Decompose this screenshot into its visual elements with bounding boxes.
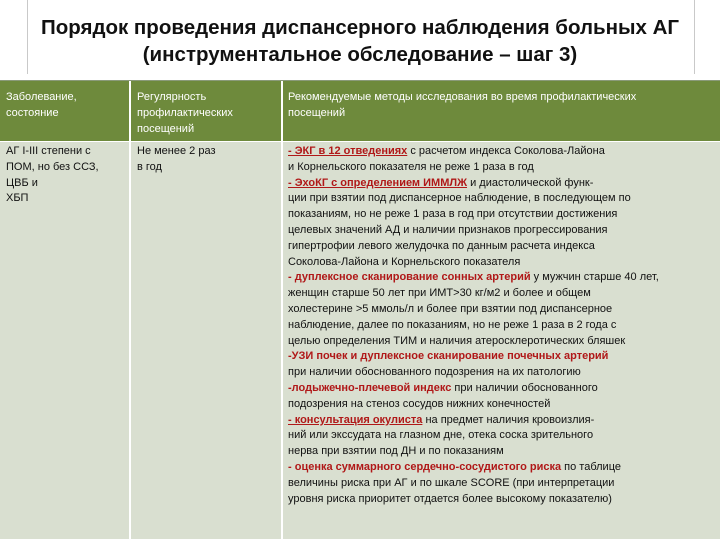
condition-line: АГ I-III степени с: [6, 145, 91, 157]
method-line: [288, 223, 718, 239]
method-line: [288, 492, 718, 508]
method-line: [288, 381, 718, 397]
method-line: [288, 444, 718, 460]
exam-table: [0, 80, 720, 539]
title-line-1: Порядок проведения диспансерного наблюдения больных АГ: [40, 16, 680, 39]
method-text: холестерине >5 ммоль/л и более при взятии под диспансерное: [288, 302, 613, 315]
method-text: с расчетом индекса Соколова-Лайона: [407, 145, 605, 157]
header-condition: [6, 90, 124, 122]
table-header-row: [0, 81, 720, 141]
method-line: [288, 270, 718, 286]
header-condition-line: состояние: [6, 106, 59, 119]
method-text: по таблице: [561, 460, 621, 473]
method-line: [288, 191, 718, 207]
regularity-line: Не менее 2 раз: [137, 145, 216, 157]
header-regularity: [137, 90, 277, 137]
method-line: [288, 397, 718, 413]
condition-line: ХБП: [6, 192, 29, 205]
table-row: [0, 142, 720, 539]
method-text: и Корнельского показателя не реже 1 раза в год: [288, 160, 534, 173]
header-methods: [288, 90, 716, 122]
method-text: на предмет наличия кровоизлия-: [422, 413, 595, 426]
method-line: [288, 460, 718, 476]
header-regularity-line: профилактических: [137, 106, 233, 119]
method-text: Соколова-Лайона и Корнельского показателя: [288, 255, 521, 268]
method-text: наблюдение, далее по показаниям, но не реже 1 раза в 2 года с: [288, 318, 617, 331]
column-divider: [281, 81, 283, 141]
cell-methods: [288, 144, 718, 507]
method-highlight: - оценка суммарного сердечно-сосудистого риска: [288, 460, 562, 473]
method-line: [288, 239, 718, 255]
method-highlight: - ЭКГ в 12 отведениях: [288, 145, 408, 157]
method-highlight: - ЭхоКГ с определением ИММЛЖ: [288, 176, 468, 189]
method-line: [288, 286, 718, 302]
cell-regularity: [137, 144, 277, 176]
cell-condition: [6, 144, 124, 207]
method-line: [288, 255, 718, 271]
header-methods-line: посещений: [288, 106, 346, 119]
column-divider: [129, 142, 131, 539]
header-regularity-line: Регулярность: [137, 91, 207, 103]
method-line: [288, 176, 718, 192]
method-highlight: -УЗИ почек и дуплексное сканирование почечных артерий: [288, 350, 609, 363]
method-highlight: - дуплексное сканирование сонных артерий: [288, 271, 531, 284]
method-line: [288, 302, 718, 318]
method-text: уровня риска приоритет отдается более высокому показателю): [288, 492, 612, 505]
method-highlight: -лодыжечно-плечевой индекс: [288, 381, 452, 394]
method-line: [288, 428, 718, 444]
method-text: при наличии обоснованного подозрения на их патологию: [288, 366, 581, 379]
method-line: [288, 349, 718, 365]
method-line: [288, 160, 718, 176]
method-text: у мужчин старше 40 лет,: [530, 271, 659, 284]
condition-line: ЦВБ и: [6, 176, 38, 189]
header-condition-line: Заболевание,: [6, 91, 77, 103]
method-text: показаниям, но не реже 1 раза в год при отсутствии достижения: [288, 208, 618, 221]
page-title: [0, 14, 720, 68]
method-line: [288, 413, 718, 429]
method-highlight: - консультация окулиста: [288, 413, 423, 426]
method-line: [288, 207, 718, 223]
method-line: [288, 334, 718, 350]
method-text: женщин старше 50 лет при ИМТ>30 кг/м2 и более и общем: [288, 287, 591, 300]
regularity-line: в год: [137, 160, 162, 173]
method-text: нерва при взятии под ДН и по показаниям: [288, 445, 504, 458]
method-text: при наличии обоснованного: [451, 381, 598, 394]
header-methods-line: Рекомендуемые методы исследования во время профилактических: [288, 91, 637, 103]
method-text: целевых значений АД и наличии признаков прогрессирования: [288, 223, 608, 236]
column-divider: [281, 142, 283, 539]
column-divider: [129, 81, 131, 141]
method-line: [288, 365, 718, 381]
method-text: ции при взятии под диспансерное наблюдение, в последующем по: [288, 192, 631, 205]
method-text: подозрения на стеноз сосудов нижних конечностей: [288, 397, 551, 410]
header-regularity-line: посещений: [137, 122, 195, 135]
method-line: [288, 476, 718, 492]
method-text: величины риска при АГ и по шкале SCORE (при интерпретации: [288, 476, 615, 489]
title-line-2: (инструментальное обследование – шаг 3): [142, 43, 578, 66]
condition-line: ПОМ, но без ССЗ,: [6, 160, 99, 173]
method-line: [288, 318, 718, 334]
method-text: и диастолической функ-: [467, 176, 594, 189]
method-text: целью определения ТИМ и наличия атеросклеротических бляшек: [288, 334, 626, 347]
method-text: ний или экссудата на глазном дне, отека соска зрительного: [288, 429, 594, 442]
method-line: [288, 144, 718, 160]
method-text: гипертрофии левого желудочка по данным расчета индекса: [288, 239, 595, 252]
